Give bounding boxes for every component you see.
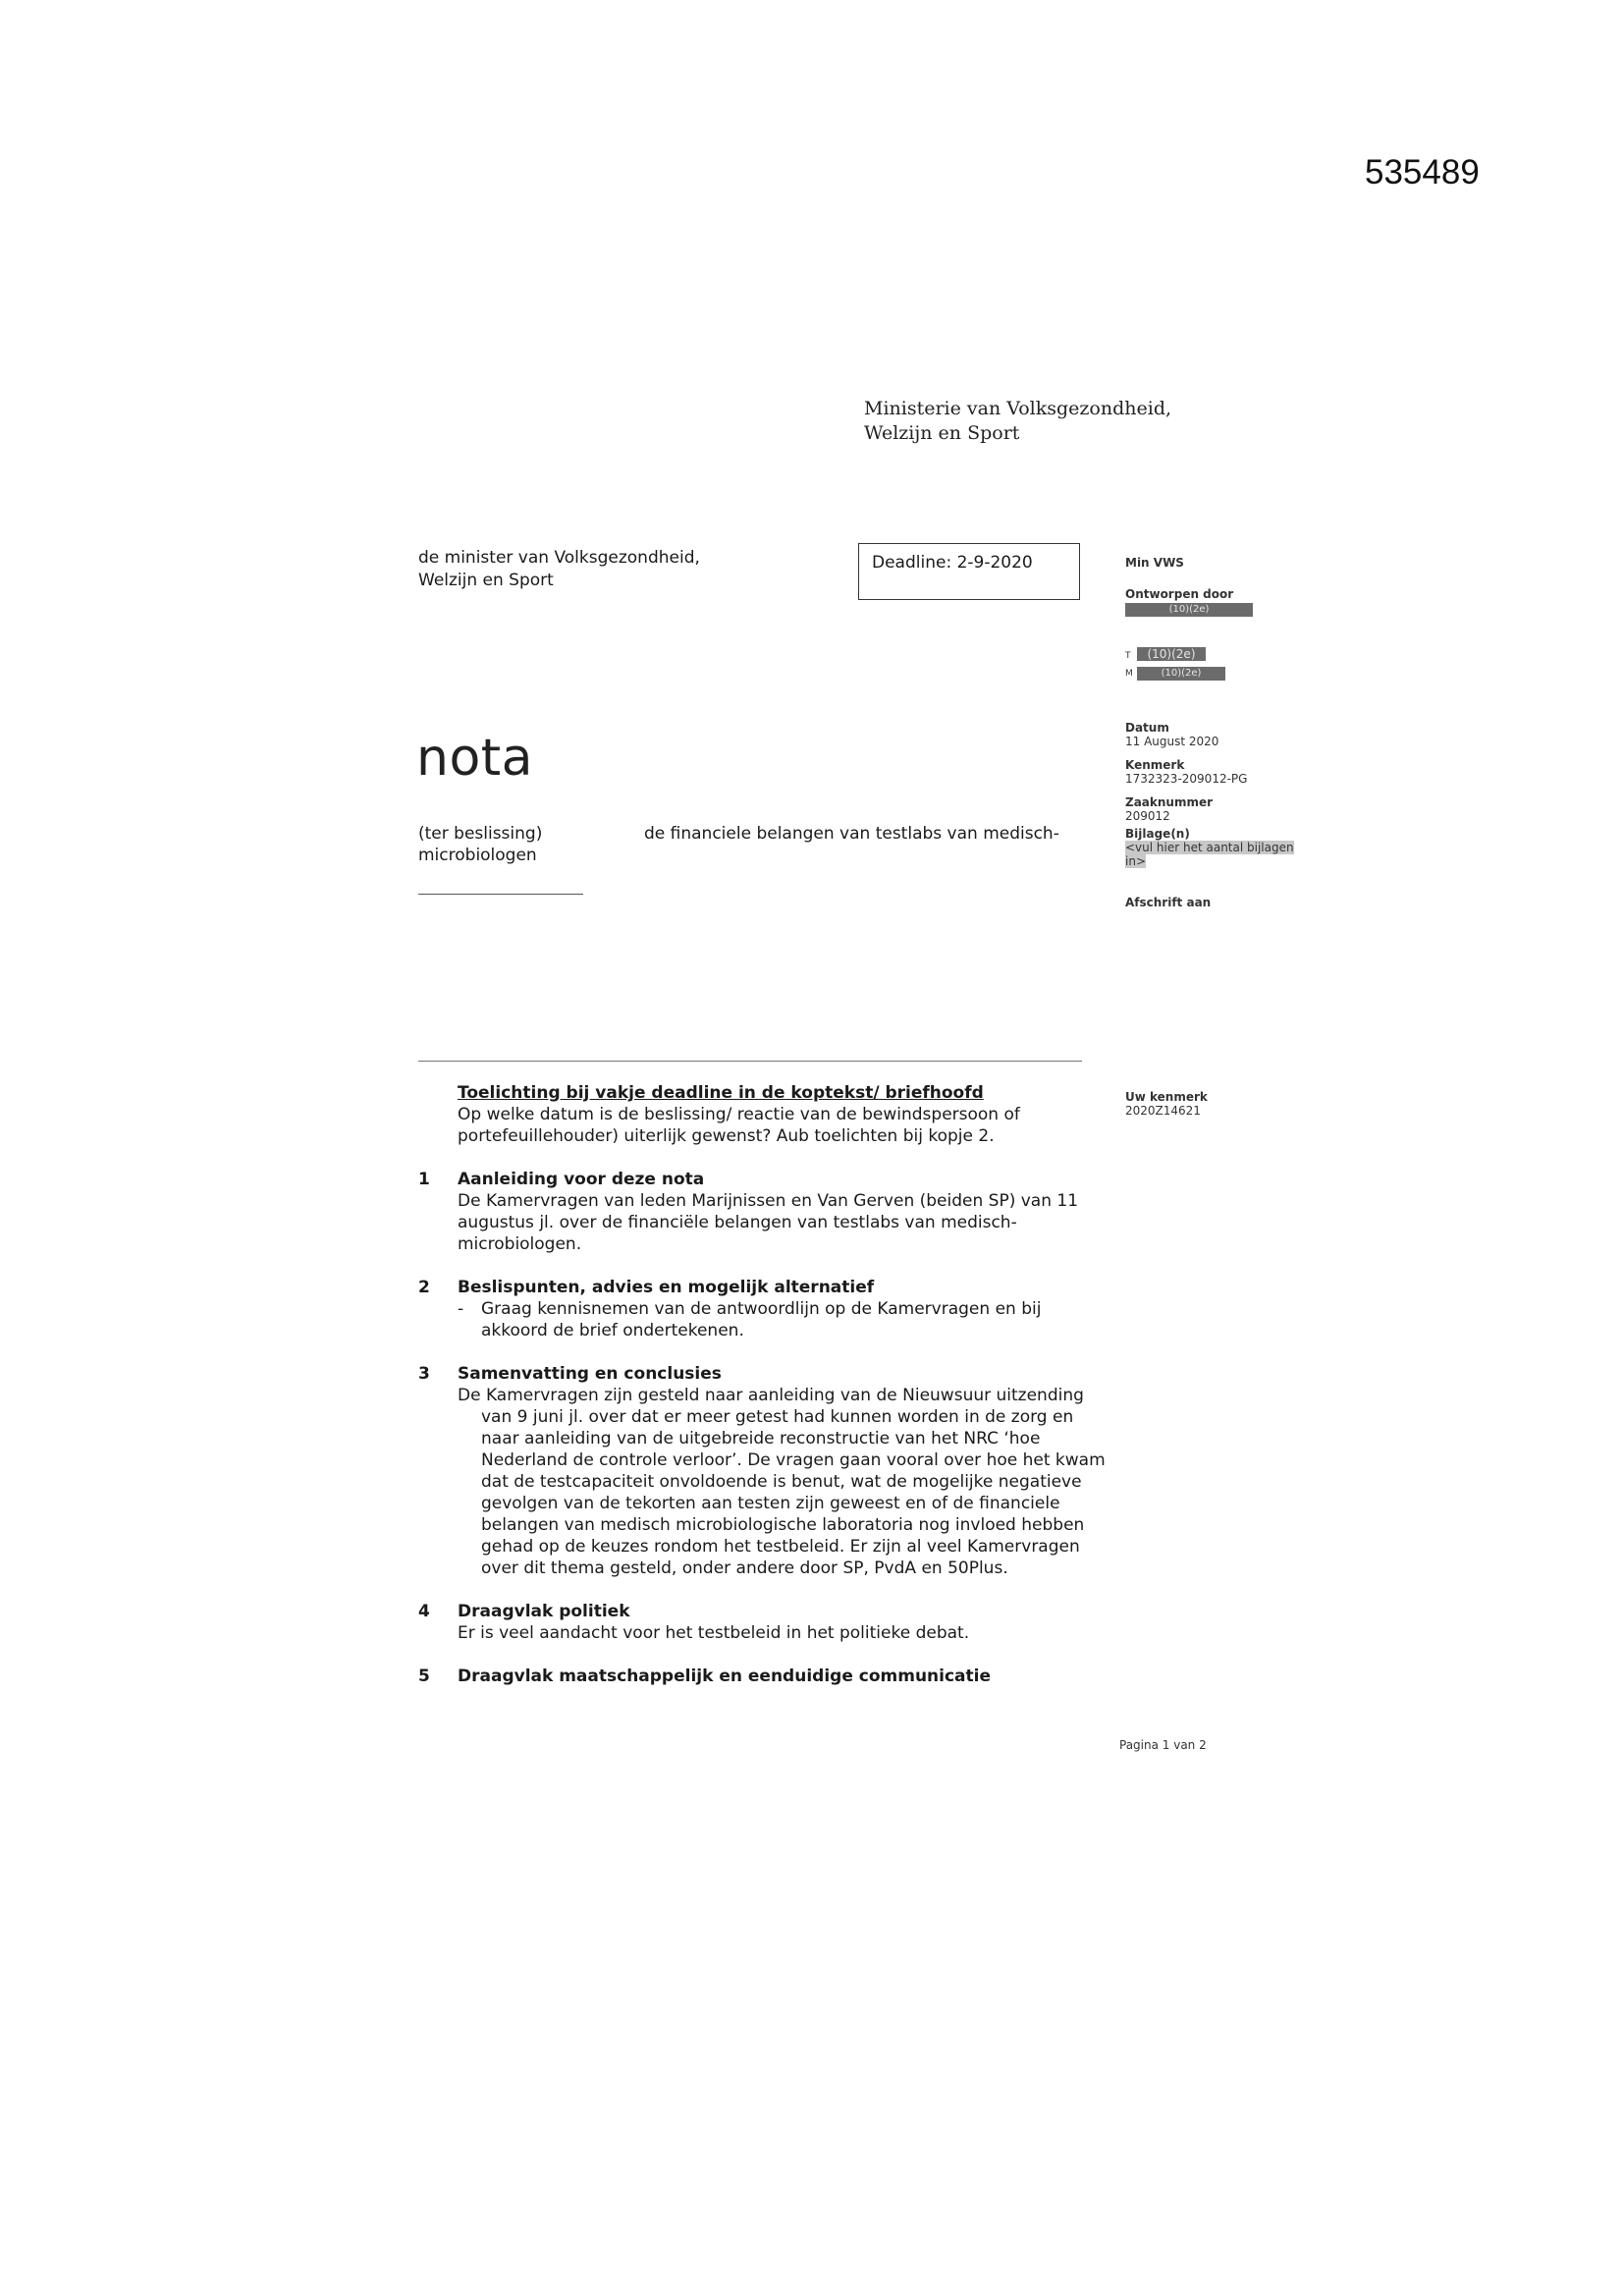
section-text-first: De Kamervragen zijn gesteld naar aanleiding van de Nieuwsuur uitzending <box>458 1386 1084 1405</box>
bijlage-value: <vul hier het aantal bijlagen in> <box>1125 841 1294 868</box>
document-number: 535489 <box>1365 153 1480 191</box>
section-text: De Kamervragen van leden Marijnissen en Van Gerven (beiden SP) van 11 augustus jl. over de financiële belangen van testlabs van medisch-microbiologen. <box>458 1191 1079 1254</box>
section-2 <box>418 1277 1106 1341</box>
subject-continuation: microbiologen <box>418 846 537 865</box>
sidebar-org: Min VWS <box>1125 556 1184 570</box>
section-4 <box>418 1601 1106 1644</box>
ministry-line-2: Welzijn en Sport <box>864 422 1020 444</box>
ontworpen-label: Ontworpen door <box>1125 587 1234 601</box>
section-text <box>458 1385 1106 1579</box>
zaaknummer-label: Zaaknummer <box>1125 795 1214 809</box>
document-title: nota <box>416 729 534 788</box>
toelichting-heading: Toelichting bij vakje deadline in de koptekst/ briefhoofd <box>458 1083 984 1103</box>
bullet-dash: - <box>458 1299 464 1319</box>
addressee-line-2: Welzijn en Sport <box>418 571 554 590</box>
afschrift-label: Afschrift aan <box>1125 896 1212 909</box>
sidebar-metadata <box>1125 556 1322 909</box>
t-label: T <box>1125 651 1131 661</box>
section-number: 1 <box>418 1170 430 1189</box>
addressee-line-1: de minister van Volksgezondheid, <box>418 548 700 568</box>
bijlage-label: Bijlage(n) <box>1125 827 1190 841</box>
m-redaction: (10)(2e) <box>1137 667 1225 681</box>
bullet-text: Graag kennisnemen van de antwoordlijn op de Kamervragen en bij akkoord de brief ondertekenen. <box>481 1299 1042 1340</box>
section-heading: Beslispunten, advies en mogelijk alternatief <box>458 1278 875 1297</box>
toelichting-text: Op welke datum is de beslissing/ reactie van de bewindspersoon of portefeuillehouder) uiterlijk gewenst? Aub toelichten bij kopje 2. <box>458 1105 1020 1146</box>
section-heading: Draagvlak politiek <box>458 1602 630 1621</box>
short-divider <box>418 894 583 895</box>
kenmerk-value: 1732323-209012-PG <box>1125 772 1248 786</box>
section-number: 2 <box>418 1278 430 1297</box>
section-bullet <box>458 1298 1106 1341</box>
sidebar-uw-kenmerk <box>1125 1090 1322 1118</box>
datum-value: 11 August 2020 <box>1125 735 1219 748</box>
section-heading: Samenvatting en conclusies <box>458 1364 722 1384</box>
page-number: Pagina 1 van 2 <box>1119 1738 1207 1752</box>
nota-body <box>418 1082 1106 1687</box>
deadline-box: Deadline: 2-9-2020 <box>858 543 1080 600</box>
section-1 <box>418 1169 1106 1255</box>
section-heading: Draagvlak maatschappelijk en eenduidige communicatie <box>458 1667 992 1686</box>
t-redaction: (10)(2e) <box>1137 647 1206 661</box>
section-number: 4 <box>418 1602 430 1621</box>
section-5 <box>418 1666 1106 1687</box>
ministry-line-1: Ministerie van Volksgezondheid, <box>864 398 1172 419</box>
uw-kenmerk-label: Uw kenmerk <box>1125 1090 1208 1104</box>
section-number: 5 <box>418 1667 430 1686</box>
section-heading: Aanleiding voor deze nota <box>458 1170 705 1189</box>
section-3 <box>418 1363 1106 1579</box>
ministry-logo-text <box>864 397 1171 446</box>
section-divider <box>418 1061 1082 1062</box>
section-text-rest: van 9 juni jl. over dat er meer getest had kunnen worden in de zorg en naar aanleiding van de uitgebreide reconstructie van het NRC ‘hoe Nederland de controle verloor’. De vragen gaan vooral over hoe het kwam dat de testcapaciteit onvoldoende is benut, wat de mogelijke negatieve gevolgen van de tekorten aan testen zijn geweest en of de financiele belangen van medisch microbiologische laboratoria nog invloed hebben gehad op de keuzes rondom het testbeleid. Er zijn al veel Kamervragen over dit thema gesteld, onder andere door SP, PvdA en 50Plus. <box>481 1407 1106 1578</box>
subject-text: de financiele belangen van testlabs van medisch- <box>644 824 1059 844</box>
section-text: Er is veel aandacht voor het testbeleid in het politieke debat. <box>458 1623 970 1643</box>
subject-type: (ter beslissing) <box>418 824 543 844</box>
zaaknummer-value: 209012 <box>1125 809 1170 823</box>
section-number: 3 <box>418 1364 430 1384</box>
uw-kenmerk-value: 2020Z14621 <box>1125 1104 1201 1118</box>
kenmerk-label: Kenmerk <box>1125 758 1185 772</box>
m-label: M <box>1125 669 1133 679</box>
datum-label: Datum <box>1125 721 1169 735</box>
ontworpen-redaction: (10)(2e) <box>1125 603 1253 617</box>
addressee <box>418 547 700 592</box>
